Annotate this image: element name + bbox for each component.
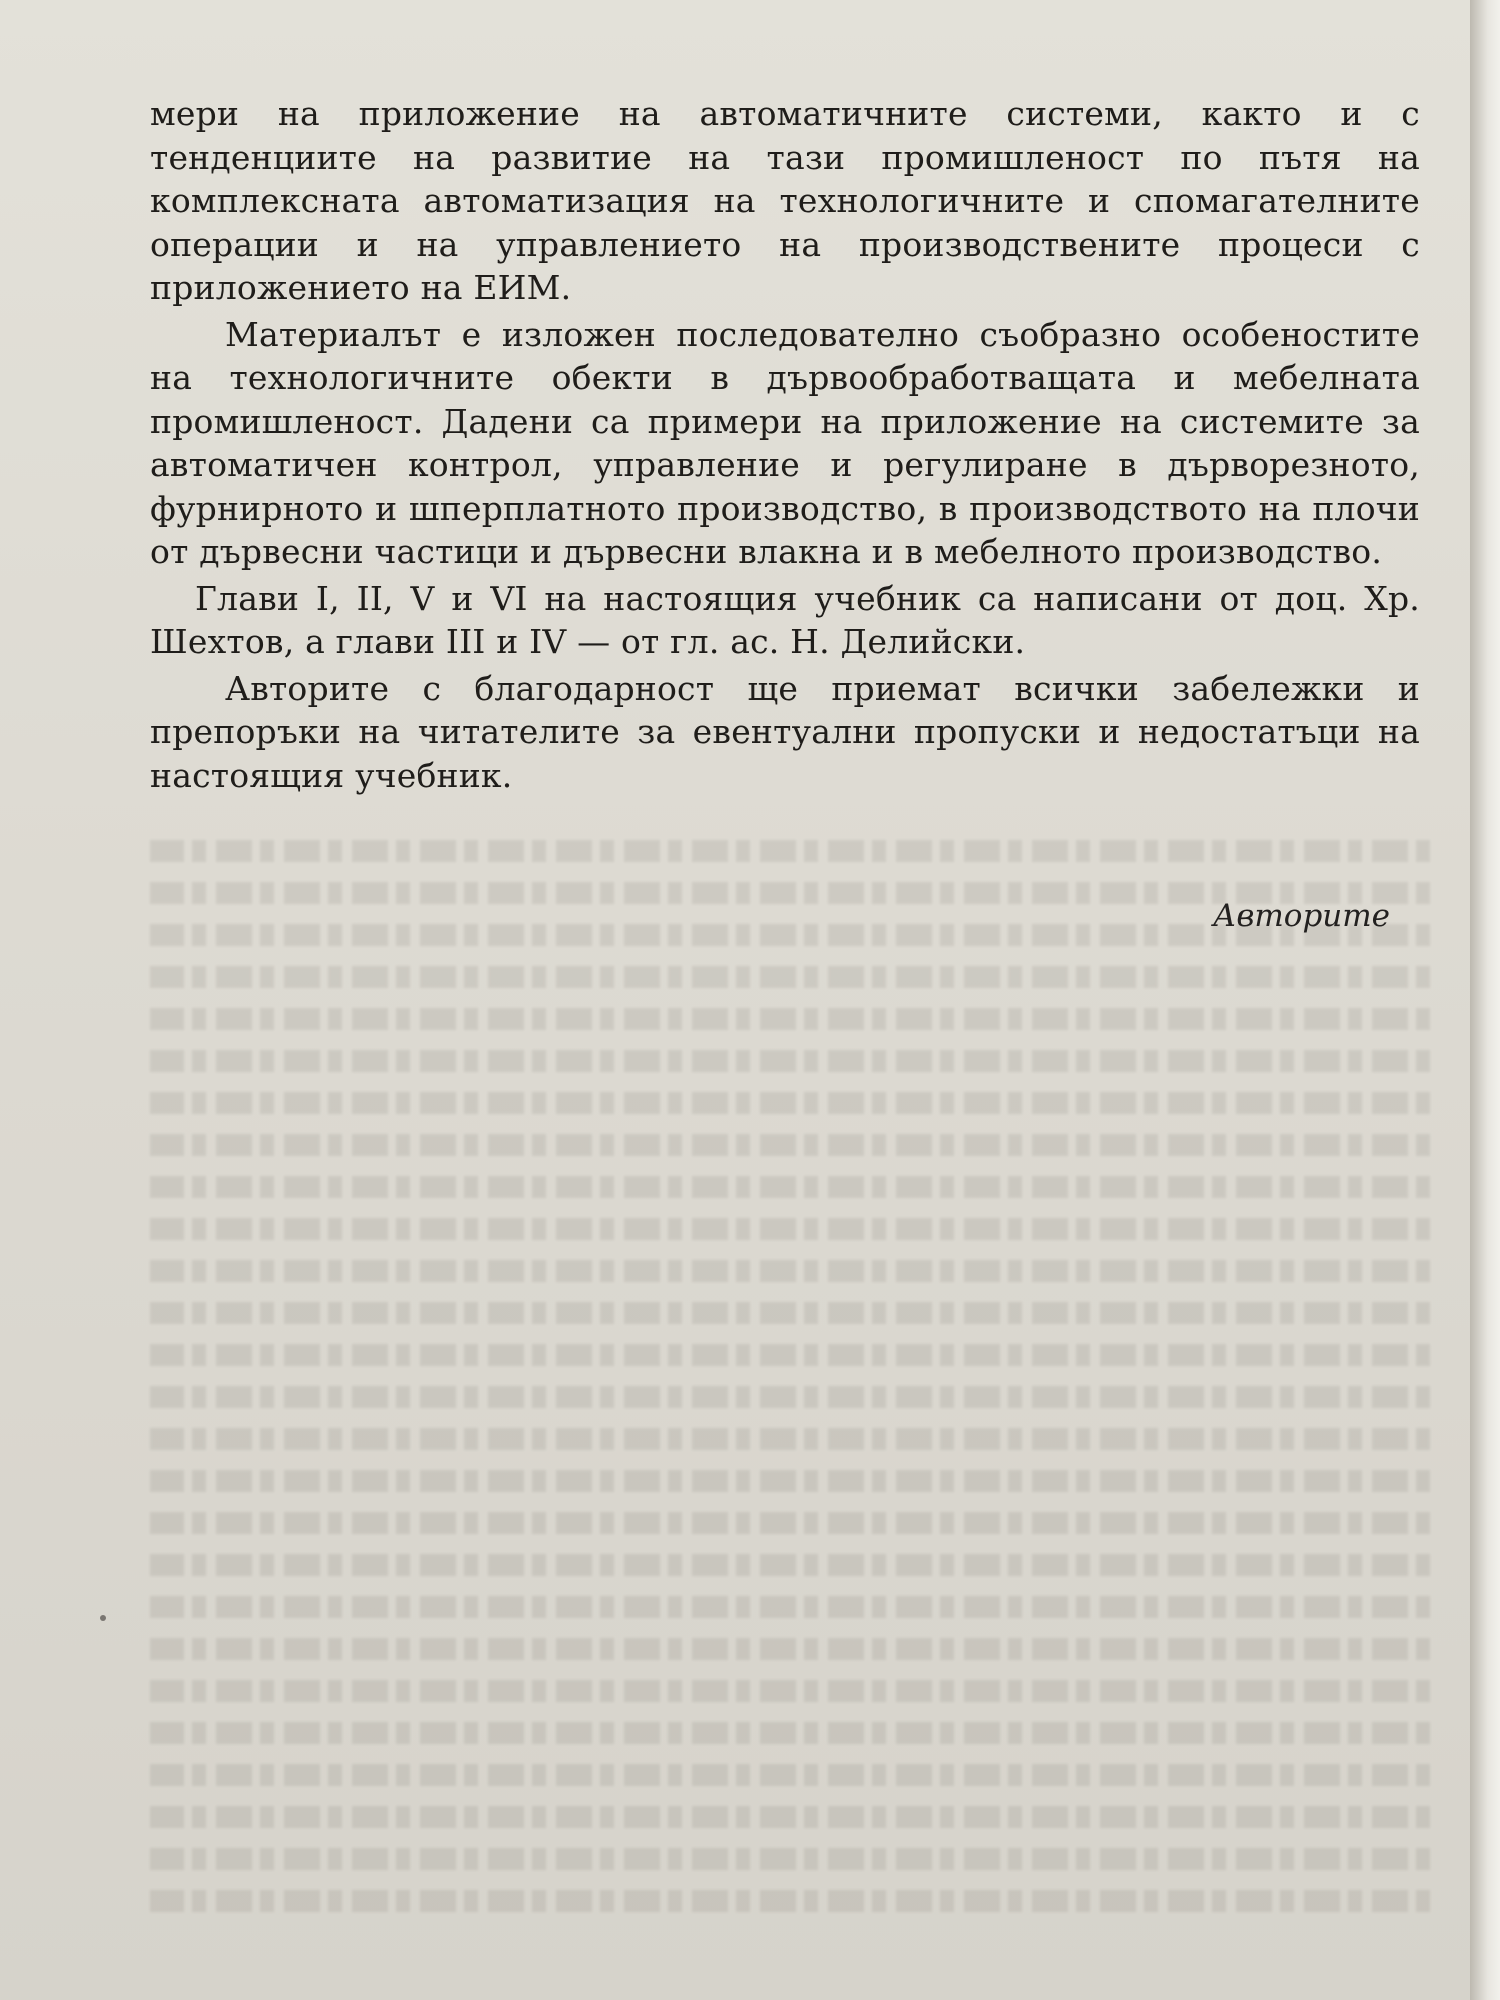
- paragraph-chapters: Глави I, II, V и VI на настоящия учебник са написани от доц. Хр. Шехтов, а глави III и IV — от гл. ас. Н. Делийски.: [150, 578, 1420, 661]
- page-edge: [1470, 0, 1500, 2000]
- paragraph-continuation: мери на приложение на автоматичните системи, както и с тенденциите на развитие на тази промишленост по пътя на комплексната автоматизация на технологичните и спомагателните операции и на управлението на производствените процеси с приложението на ЕИМ.: [150, 94, 1420, 307]
- paragraph-material: Материалът е изложен последователно съобразно особеностите на технологичните обекти в дървообработващата и мебелната промишленост. Дадени са примери на приложение на системите за автоматичен контрол, управление и регулиране в дърворезното, фурнирното и шперплатното производство, в производството на плочи от дървесни частици и дървесни влакна и в мебелното производство.: [150, 314, 1420, 571]
- bleed-through-text: [150, 840, 1430, 1980]
- body-text: [150, 92, 1420, 800]
- paper-speck: [100, 1615, 106, 1621]
- signature-authors: Авторите: [1212, 898, 1390, 934]
- paragraph-acknowledgement: Авторите с благодарност ще приемат всички забележки и препоръки на читателите за евентуални пропуски и недостатъци на настоящия учебник.: [150, 668, 1420, 795]
